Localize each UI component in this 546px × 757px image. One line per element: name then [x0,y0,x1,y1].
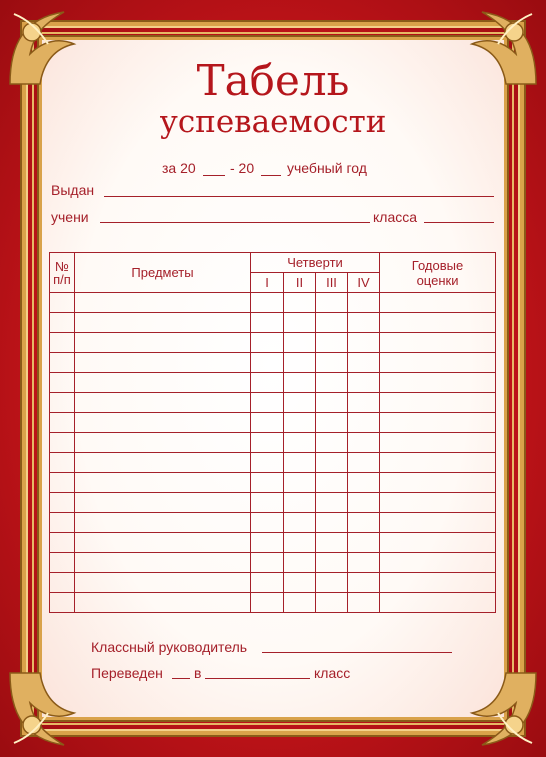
table-cell[interactable] [380,373,496,393]
table-cell[interactable] [284,513,316,533]
table-cell[interactable] [380,293,496,313]
table-cell[interactable] [251,293,284,313]
quarter-2-header: II [284,273,316,293]
table-cell[interactable] [50,593,75,613]
table-row [50,313,496,333]
table-cell[interactable] [251,493,284,513]
table-cell[interactable] [75,453,251,473]
class-field[interactable] [424,222,494,223]
table-cell[interactable] [251,433,284,453]
table-cell[interactable] [380,533,496,553]
table-cell[interactable] [348,433,380,453]
moved-label: Переведен [91,665,163,681]
table-cell[interactable] [316,553,348,573]
table-cell[interactable] [380,593,496,613]
table-row [50,573,496,593]
table-cell[interactable] [284,393,316,413]
table-row [50,393,496,413]
quarter-3-header: III [316,273,348,293]
table-cell[interactable] [50,493,75,513]
table-cell[interactable] [251,333,284,353]
table-cell[interactable] [251,473,284,493]
table-cell[interactable] [50,413,75,433]
table-cell[interactable] [284,593,316,613]
table-cell[interactable] [348,493,380,513]
grade-rows [50,293,496,613]
table-cell[interactable] [284,373,316,393]
table-cell[interactable] [50,573,75,593]
table-cell[interactable] [50,473,75,493]
teacher-field[interactable] [262,652,452,653]
table-cell[interactable] [75,293,251,313]
table-cell[interactable] [50,353,75,373]
table-cell[interactable] [284,473,316,493]
table-cell[interactable] [348,573,380,593]
table-row [50,473,496,493]
year-end-field[interactable] [261,175,281,176]
table-cell[interactable] [284,553,316,573]
table-cell[interactable] [348,553,380,573]
table-row [50,533,496,553]
table-cell[interactable] [284,493,316,513]
col-subjects-header: Предметы [75,253,251,293]
moved-class-label: класс [314,665,351,681]
table-cell[interactable] [75,473,251,493]
table-cell[interactable] [284,453,316,473]
table-cell[interactable] [284,353,316,373]
table-cell[interactable] [251,593,284,613]
table-cell[interactable] [75,373,251,393]
table-cell[interactable] [316,313,348,333]
table-cell[interactable] [380,493,496,513]
student-field[interactable] [100,222,370,223]
table-cell[interactable] [251,373,284,393]
table-cell[interactable] [284,533,316,553]
table-row [50,513,496,533]
year-prefix: за 20 [162,160,196,176]
year-suffix: учебный год [287,160,367,176]
table-row [50,453,496,473]
table-cell[interactable] [75,393,251,413]
table-cell[interactable] [251,313,284,333]
table-cell[interactable] [75,353,251,373]
table-cell[interactable] [380,393,496,413]
table-cell[interactable] [50,293,75,313]
quarter-1-header: I [251,273,284,293]
table-cell[interactable] [316,373,348,393]
table-cell[interactable] [75,553,251,573]
table-cell[interactable] [251,513,284,533]
student-label: учени [51,209,89,225]
table-cell[interactable] [316,433,348,453]
table-cell[interactable] [380,453,496,473]
table-cell[interactable] [316,453,348,473]
table-cell[interactable] [284,313,316,333]
table-cell[interactable] [75,513,251,533]
table-cell[interactable] [284,293,316,313]
table-cell[interactable] [348,413,380,433]
teacher-label: Классный руководитель [91,639,248,655]
table-cell[interactable] [50,533,75,553]
table-row [50,553,496,573]
table-cell[interactable] [380,353,496,373]
grades-table [49,252,496,613]
table-cell[interactable] [316,393,348,413]
table-cell[interactable] [75,593,251,613]
table-cell[interactable] [316,353,348,373]
table-cell[interactable] [251,393,284,413]
title-line-1: Табель [196,56,350,105]
table-cell[interactable] [75,333,251,353]
table-cell[interactable] [50,433,75,453]
table-cell[interactable] [75,313,251,333]
table-row [50,413,496,433]
issued-field[interactable] [104,196,494,197]
quarter-4-header: IV [348,273,380,293]
table-cell[interactable] [348,453,380,473]
ornament-corner-icon [4,667,90,753]
col-year-grades-header [380,253,496,293]
year-start-field[interactable] [203,175,225,176]
table-cell[interactable] [50,333,75,353]
table-cell[interactable] [348,293,380,313]
table-row [50,293,496,313]
table-row [50,433,496,453]
table-row [50,333,496,353]
table-cell[interactable] [316,533,348,553]
table-row [50,353,496,373]
table-cell[interactable] [50,393,75,413]
table-cell[interactable] [50,453,75,473]
table-cell[interactable] [50,553,75,573]
table-cell[interactable] [348,313,380,333]
table-cell[interactable] [348,473,380,493]
table-cell[interactable] [284,333,316,353]
table-cell[interactable] [316,593,348,613]
table-cell[interactable] [50,313,75,333]
table-cell[interactable] [316,333,348,353]
table-cell[interactable] [75,573,251,593]
title-line-2: успеваемости [159,104,387,140]
table-cell[interactable] [348,333,380,353]
year-grades-line-1: Годовые [411,257,464,273]
table-cell[interactable] [284,413,316,433]
table-cell[interactable] [380,473,496,493]
table-cell[interactable] [316,573,348,593]
table-cell[interactable] [251,533,284,553]
moved-class-field[interactable] [205,678,310,679]
table-cell[interactable] [251,453,284,473]
table-cell[interactable] [348,533,380,553]
table-cell[interactable] [50,513,75,533]
table-cell[interactable] [50,373,75,393]
ornament-corner-icon [456,667,542,753]
table-row [50,493,496,513]
table-cell[interactable] [316,413,348,433]
table-cell[interactable] [316,513,348,533]
table-row [50,373,496,393]
table-cell[interactable] [316,493,348,513]
table-cell[interactable] [348,513,380,533]
table-cell[interactable] [348,393,380,413]
table-cell[interactable] [348,593,380,613]
table-cell[interactable] [75,433,251,453]
moved-in-label: в [194,665,202,681]
table-cell[interactable] [75,413,251,433]
col-quarters-header: Четверти [251,253,380,273]
table-cell[interactable] [380,433,496,453]
table-cell[interactable] [251,413,284,433]
table-cell[interactable] [380,513,496,533]
year-dash: - 20 [230,160,255,176]
table-cell[interactable] [316,293,348,313]
table-cell[interactable] [316,473,348,493]
col-number-header: № п/п [50,253,75,293]
year-grades-line-2: оценки [416,272,459,288]
table-cell[interactable] [75,493,251,513]
table-cell[interactable] [251,353,284,373]
table-cell[interactable] [380,313,496,333]
table-cell[interactable] [251,573,284,593]
table-row [50,593,496,613]
table-cell[interactable] [380,333,496,353]
table-cell[interactable] [284,433,316,453]
table-cell[interactable] [348,373,380,393]
table-cell[interactable] [380,553,496,573]
moved-year-field[interactable] [172,678,190,679]
table-cell[interactable] [75,533,251,553]
table-cell[interactable] [251,553,284,573]
table-cell[interactable] [380,573,496,593]
table-cell[interactable] [380,413,496,433]
table-cell[interactable] [284,573,316,593]
table-cell[interactable] [348,353,380,373]
issued-label: Выдан [51,182,95,198]
class-label: класса [373,209,418,225]
